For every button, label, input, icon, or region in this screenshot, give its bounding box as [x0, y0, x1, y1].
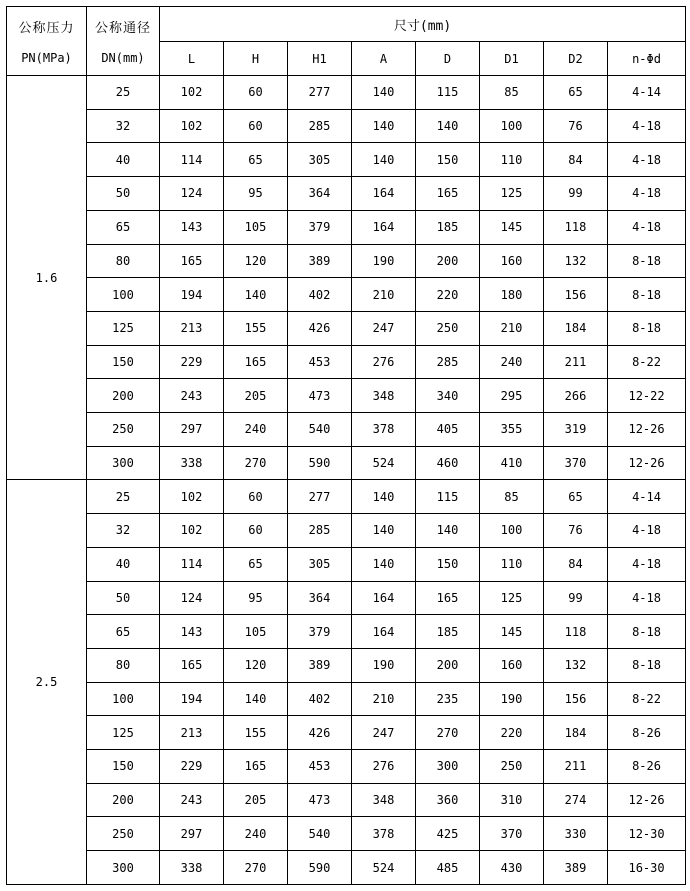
dn-value-cell: 32 [87, 109, 160, 143]
dn-value-cell: 100 [87, 682, 160, 716]
dimension-value-cell: 105 [224, 615, 288, 649]
dimension-value-cell: 220 [480, 716, 544, 750]
dimension-value-cell: 8-18 [608, 278, 686, 312]
dimension-value-cell: 102 [160, 480, 224, 514]
dn-value-cell: 50 [87, 177, 160, 211]
dimension-value-cell: 12-26 [608, 413, 686, 447]
dimension-value-cell: 140 [416, 514, 480, 548]
dimension-value-cell: 125 [480, 177, 544, 211]
dimension-value-cell: 140 [352, 547, 416, 581]
table-row [7, 244, 686, 278]
dimension-value-cell: 250 [416, 311, 480, 345]
dimension-value-cell: 430 [480, 851, 544, 885]
dimension-value-cell: 140 [352, 514, 416, 548]
dimension-value-cell: 8-18 [608, 615, 686, 649]
dimension-value-cell: 389 [288, 244, 352, 278]
dim-column-header-n-d: n-Φd [608, 42, 686, 76]
dimension-value-cell: 305 [288, 143, 352, 177]
dimension-value-cell: 65 [224, 547, 288, 581]
dimension-value-cell: 150 [416, 143, 480, 177]
dimension-value-cell: 143 [160, 615, 224, 649]
table-row [7, 480, 686, 514]
dimension-value-cell: 240 [480, 345, 544, 379]
table-row [7, 817, 686, 851]
table-row [7, 109, 686, 143]
table-row [7, 446, 686, 480]
dimension-value-cell: 8-26 [608, 716, 686, 750]
dimension-value-cell: 118 [544, 615, 608, 649]
dimension-value-cell: 200 [416, 648, 480, 682]
dimension-value-cell: 4-14 [608, 76, 686, 110]
dimension-value-cell: 76 [544, 109, 608, 143]
dimension-value-cell: 140 [352, 143, 416, 177]
dimension-value-cell: 229 [160, 345, 224, 379]
dimension-value-cell: 184 [544, 716, 608, 750]
dimension-value-cell: 185 [416, 210, 480, 244]
table-row [7, 581, 686, 615]
dimension-value-cell: 285 [288, 514, 352, 548]
diameter-column-header [87, 7, 160, 76]
dimension-value-cell: 124 [160, 581, 224, 615]
dn-value-cell: 300 [87, 851, 160, 885]
dimension-value-cell: 132 [544, 244, 608, 278]
dimension-value-cell: 180 [480, 278, 544, 312]
dimension-value-cell: 85 [480, 480, 544, 514]
dimension-value-cell: 190 [352, 244, 416, 278]
header-row-top [7, 7, 686, 42]
dimension-value-cell: 140 [224, 278, 288, 312]
dimension-value-cell: 12-30 [608, 817, 686, 851]
table-row [7, 413, 686, 447]
dimension-value-cell: 338 [160, 851, 224, 885]
dimension-value-cell: 102 [160, 76, 224, 110]
dn-value-cell: 150 [87, 345, 160, 379]
table-row [7, 851, 686, 885]
dimension-value-cell: 348 [352, 379, 416, 413]
dimension-value-cell: 211 [544, 750, 608, 784]
dimension-value-cell: 235 [416, 682, 480, 716]
dimension-value-cell: 210 [352, 682, 416, 716]
dimension-value-cell: 160 [480, 648, 544, 682]
table-row [7, 547, 686, 581]
dimension-value-cell: 426 [288, 716, 352, 750]
dimension-value-cell: 340 [416, 379, 480, 413]
dimension-value-cell: 405 [416, 413, 480, 447]
dimension-value-cell: 285 [416, 345, 480, 379]
dimension-value-cell: 65 [544, 480, 608, 514]
dimension-value-cell: 140 [352, 109, 416, 143]
dimension-value-cell: 95 [224, 581, 288, 615]
dn-value-cell: 125 [87, 716, 160, 750]
diameter-unit-label: DN(mm) [101, 51, 145, 66]
dimension-value-cell: 125 [480, 581, 544, 615]
dimension-value-cell: 114 [160, 547, 224, 581]
table-row [7, 177, 686, 211]
dimension-value-cell: 229 [160, 750, 224, 784]
dimension-value-cell: 4-18 [608, 547, 686, 581]
dimension-value-cell: 60 [224, 109, 288, 143]
dimension-value-cell: 250 [480, 750, 544, 784]
dimension-value-cell: 364 [288, 581, 352, 615]
dimension-value-cell: 364 [288, 177, 352, 211]
diameter-label: 公称通径 [94, 20, 151, 36]
dimension-value-cell: 355 [480, 413, 544, 447]
dimension-value-cell: 100 [480, 109, 544, 143]
dimension-value-cell: 4-18 [608, 109, 686, 143]
dn-value-cell: 65 [87, 210, 160, 244]
dimension-value-cell: 4-18 [608, 143, 686, 177]
dimension-value-cell: 240 [224, 817, 288, 851]
dimension-value-cell: 379 [288, 615, 352, 649]
dimension-value-cell: 118 [544, 210, 608, 244]
dimension-value-cell: 155 [224, 311, 288, 345]
dimension-value-cell: 165 [160, 244, 224, 278]
dimension-value-cell: 100 [480, 514, 544, 548]
dim-column-header-h1: H1 [288, 42, 352, 76]
dim-column-header-d: D [416, 42, 480, 76]
dn-value-cell: 25 [87, 480, 160, 514]
dimension-value-cell: 389 [544, 851, 608, 885]
dimension-value-cell: 120 [224, 244, 288, 278]
pn-value-cell: 1.6 [7, 76, 87, 480]
dimension-value-cell: 8-18 [608, 648, 686, 682]
dimension-value-cell: 8-18 [608, 311, 686, 345]
dimension-value-cell: 84 [544, 143, 608, 177]
dimension-value-cell: 190 [352, 648, 416, 682]
dim-column-header-a: A [352, 42, 416, 76]
dimension-value-cell: 540 [288, 413, 352, 447]
dn-value-cell: 150 [87, 750, 160, 784]
dimension-value-cell: 266 [544, 379, 608, 413]
valve-dimension-table [6, 6, 686, 885]
dimension-value-cell: 425 [416, 817, 480, 851]
dimension-value-cell: 8-22 [608, 345, 686, 379]
dn-value-cell: 32 [87, 514, 160, 548]
dimension-value-cell: 274 [544, 783, 608, 817]
dimension-value-cell: 276 [352, 345, 416, 379]
dimension-value-cell: 210 [480, 311, 544, 345]
dimension-value-cell: 140 [352, 480, 416, 514]
dimension-value-cell: 65 [544, 76, 608, 110]
dimension-value-cell: 95 [224, 177, 288, 211]
dimension-value-cell: 12-22 [608, 379, 686, 413]
dimension-value-cell: 213 [160, 311, 224, 345]
dimension-value-cell: 360 [416, 783, 480, 817]
dn-value-cell: 250 [87, 413, 160, 447]
pn-value-cell: 2.5 [7, 480, 87, 885]
dimension-value-cell: 16-30 [608, 851, 686, 885]
dn-value-cell: 200 [87, 379, 160, 413]
dim-column-header-d2: D2 [544, 42, 608, 76]
dimension-value-cell: 140 [416, 109, 480, 143]
dimension-value-cell: 60 [224, 514, 288, 548]
dimension-value-cell: 210 [352, 278, 416, 312]
dimension-value-cell: 213 [160, 716, 224, 750]
dimension-value-cell: 240 [224, 413, 288, 447]
table-row [7, 311, 686, 345]
dimension-value-cell: 12-26 [608, 783, 686, 817]
dimension-value-cell: 194 [160, 278, 224, 312]
dimension-value-cell: 194 [160, 682, 224, 716]
dimension-value-cell: 114 [160, 143, 224, 177]
dimension-value-cell: 297 [160, 413, 224, 447]
dimension-value-cell: 102 [160, 109, 224, 143]
pressure-unit-label: PN(MPa) [21, 51, 72, 66]
dimension-value-cell: 132 [544, 648, 608, 682]
dimension-value-cell: 540 [288, 817, 352, 851]
dimension-value-cell: 156 [544, 278, 608, 312]
dim-column-header-d1: D1 [480, 42, 544, 76]
dn-value-cell: 300 [87, 446, 160, 480]
dn-value-cell: 250 [87, 817, 160, 851]
size-header: 尺寸(mm) [160, 7, 686, 42]
dimension-value-cell: 185 [416, 615, 480, 649]
dimension-value-cell: 145 [480, 615, 544, 649]
dimension-value-cell: 220 [416, 278, 480, 312]
dimension-value-cell: 338 [160, 446, 224, 480]
dimension-value-cell: 378 [352, 413, 416, 447]
dimension-value-cell: 99 [544, 581, 608, 615]
dn-value-cell: 80 [87, 648, 160, 682]
dimension-value-cell: 524 [352, 851, 416, 885]
dimension-value-cell: 164 [352, 177, 416, 211]
table-row [7, 76, 686, 110]
table-row [7, 750, 686, 784]
dimension-value-cell: 84 [544, 547, 608, 581]
dimension-value-cell: 99 [544, 177, 608, 211]
dimension-value-cell: 8-26 [608, 750, 686, 784]
dimension-value-cell: 297 [160, 817, 224, 851]
dn-value-cell: 80 [87, 244, 160, 278]
dimension-value-cell: 370 [544, 446, 608, 480]
dimension-value-cell: 590 [288, 446, 352, 480]
dn-value-cell: 50 [87, 581, 160, 615]
dimension-value-cell: 115 [416, 76, 480, 110]
table-row [7, 210, 686, 244]
dimension-value-cell: 247 [352, 311, 416, 345]
dimension-value-cell: 164 [352, 210, 416, 244]
dimension-value-cell: 378 [352, 817, 416, 851]
dimension-value-cell: 76 [544, 514, 608, 548]
dimension-value-cell: 453 [288, 345, 352, 379]
dimension-value-cell: 402 [288, 278, 352, 312]
table-row [7, 716, 686, 750]
table-row [7, 345, 686, 379]
dimension-value-cell: 276 [352, 750, 416, 784]
dimension-value-cell: 300 [416, 750, 480, 784]
dimension-value-cell: 243 [160, 783, 224, 817]
dimension-value-cell: 156 [544, 682, 608, 716]
dimension-value-cell: 370 [480, 817, 544, 851]
dimension-value-cell: 277 [288, 76, 352, 110]
dimension-value-cell: 110 [480, 547, 544, 581]
dimension-value-cell: 165 [416, 177, 480, 211]
dimension-value-cell: 105 [224, 210, 288, 244]
dimension-value-cell: 115 [416, 480, 480, 514]
dimension-value-cell: 310 [480, 783, 544, 817]
dimension-value-cell: 247 [352, 716, 416, 750]
table-row [7, 615, 686, 649]
dimension-value-cell: 4-18 [608, 210, 686, 244]
table-row [7, 379, 686, 413]
dimension-value-cell: 160 [480, 244, 544, 278]
dimension-value-cell: 270 [224, 446, 288, 480]
dimension-value-cell: 243 [160, 379, 224, 413]
dimension-value-cell: 460 [416, 446, 480, 480]
dimension-value-cell: 211 [544, 345, 608, 379]
dimension-value-cell: 12-26 [608, 446, 686, 480]
dimension-value-cell: 485 [416, 851, 480, 885]
dn-value-cell: 125 [87, 311, 160, 345]
dimension-value-cell: 205 [224, 379, 288, 413]
dimension-value-cell: 8-22 [608, 682, 686, 716]
dim-column-header-l: L [160, 42, 224, 76]
dimension-value-cell: 305 [288, 547, 352, 581]
dn-value-cell: 65 [87, 615, 160, 649]
dn-value-cell: 25 [87, 76, 160, 110]
dn-value-cell: 100 [87, 278, 160, 312]
dimension-value-cell: 60 [224, 480, 288, 514]
table-row [7, 514, 686, 548]
dimension-value-cell: 120 [224, 648, 288, 682]
dimension-value-cell: 8-18 [608, 244, 686, 278]
dimension-value-cell: 330 [544, 817, 608, 851]
dimension-value-cell: 164 [352, 581, 416, 615]
dimension-value-cell: 184 [544, 311, 608, 345]
dimension-value-cell: 190 [480, 682, 544, 716]
table-row [7, 278, 686, 312]
pressure-column-header [7, 7, 87, 76]
dimension-value-cell: 165 [224, 345, 288, 379]
dimension-value-cell: 4-14 [608, 480, 686, 514]
dimension-value-cell: 143 [160, 210, 224, 244]
dimension-value-cell: 140 [352, 76, 416, 110]
dimension-value-cell: 110 [480, 143, 544, 177]
dimension-value-cell: 200 [416, 244, 480, 278]
dimension-value-cell: 165 [224, 750, 288, 784]
dimension-value-cell: 205 [224, 783, 288, 817]
dn-value-cell: 200 [87, 783, 160, 817]
dimension-value-cell: 4-18 [608, 177, 686, 211]
dimension-value-cell: 379 [288, 210, 352, 244]
dimension-value-cell: 60 [224, 76, 288, 110]
dimension-value-cell: 124 [160, 177, 224, 211]
dimension-value-cell: 145 [480, 210, 544, 244]
dimension-value-cell: 285 [288, 109, 352, 143]
dn-value-cell: 40 [87, 143, 160, 177]
dimension-value-cell: 155 [224, 716, 288, 750]
table-row [7, 682, 686, 716]
dimension-value-cell: 4-18 [608, 581, 686, 615]
dimension-value-cell: 295 [480, 379, 544, 413]
dimension-value-cell: 389 [288, 648, 352, 682]
dimension-value-cell: 590 [288, 851, 352, 885]
dimension-value-cell: 164 [352, 615, 416, 649]
dimension-value-cell: 402 [288, 682, 352, 716]
dimension-value-cell: 524 [352, 446, 416, 480]
dimension-value-cell: 4-18 [608, 514, 686, 548]
table-row [7, 783, 686, 817]
dimension-value-cell: 277 [288, 480, 352, 514]
dimension-value-cell: 453 [288, 750, 352, 784]
dimension-value-cell: 473 [288, 379, 352, 413]
dimension-value-cell: 65 [224, 143, 288, 177]
dimension-value-cell: 85 [480, 76, 544, 110]
dimension-value-cell: 140 [224, 682, 288, 716]
dn-value-cell: 40 [87, 547, 160, 581]
dimension-value-cell: 165 [416, 581, 480, 615]
dimension-value-cell: 102 [160, 514, 224, 548]
dim-column-header-h: H [224, 42, 288, 76]
dimension-value-cell: 150 [416, 547, 480, 581]
pressure-label: 公称压力 [18, 20, 75, 36]
dimension-value-cell: 426 [288, 311, 352, 345]
table-row [7, 648, 686, 682]
dimension-value-cell: 165 [160, 648, 224, 682]
table-row [7, 143, 686, 177]
dimension-value-cell: 270 [224, 851, 288, 885]
dimension-value-cell: 319 [544, 413, 608, 447]
dimension-value-cell: 410 [480, 446, 544, 480]
dimension-value-cell: 473 [288, 783, 352, 817]
dimension-value-cell: 348 [352, 783, 416, 817]
dimension-value-cell: 270 [416, 716, 480, 750]
